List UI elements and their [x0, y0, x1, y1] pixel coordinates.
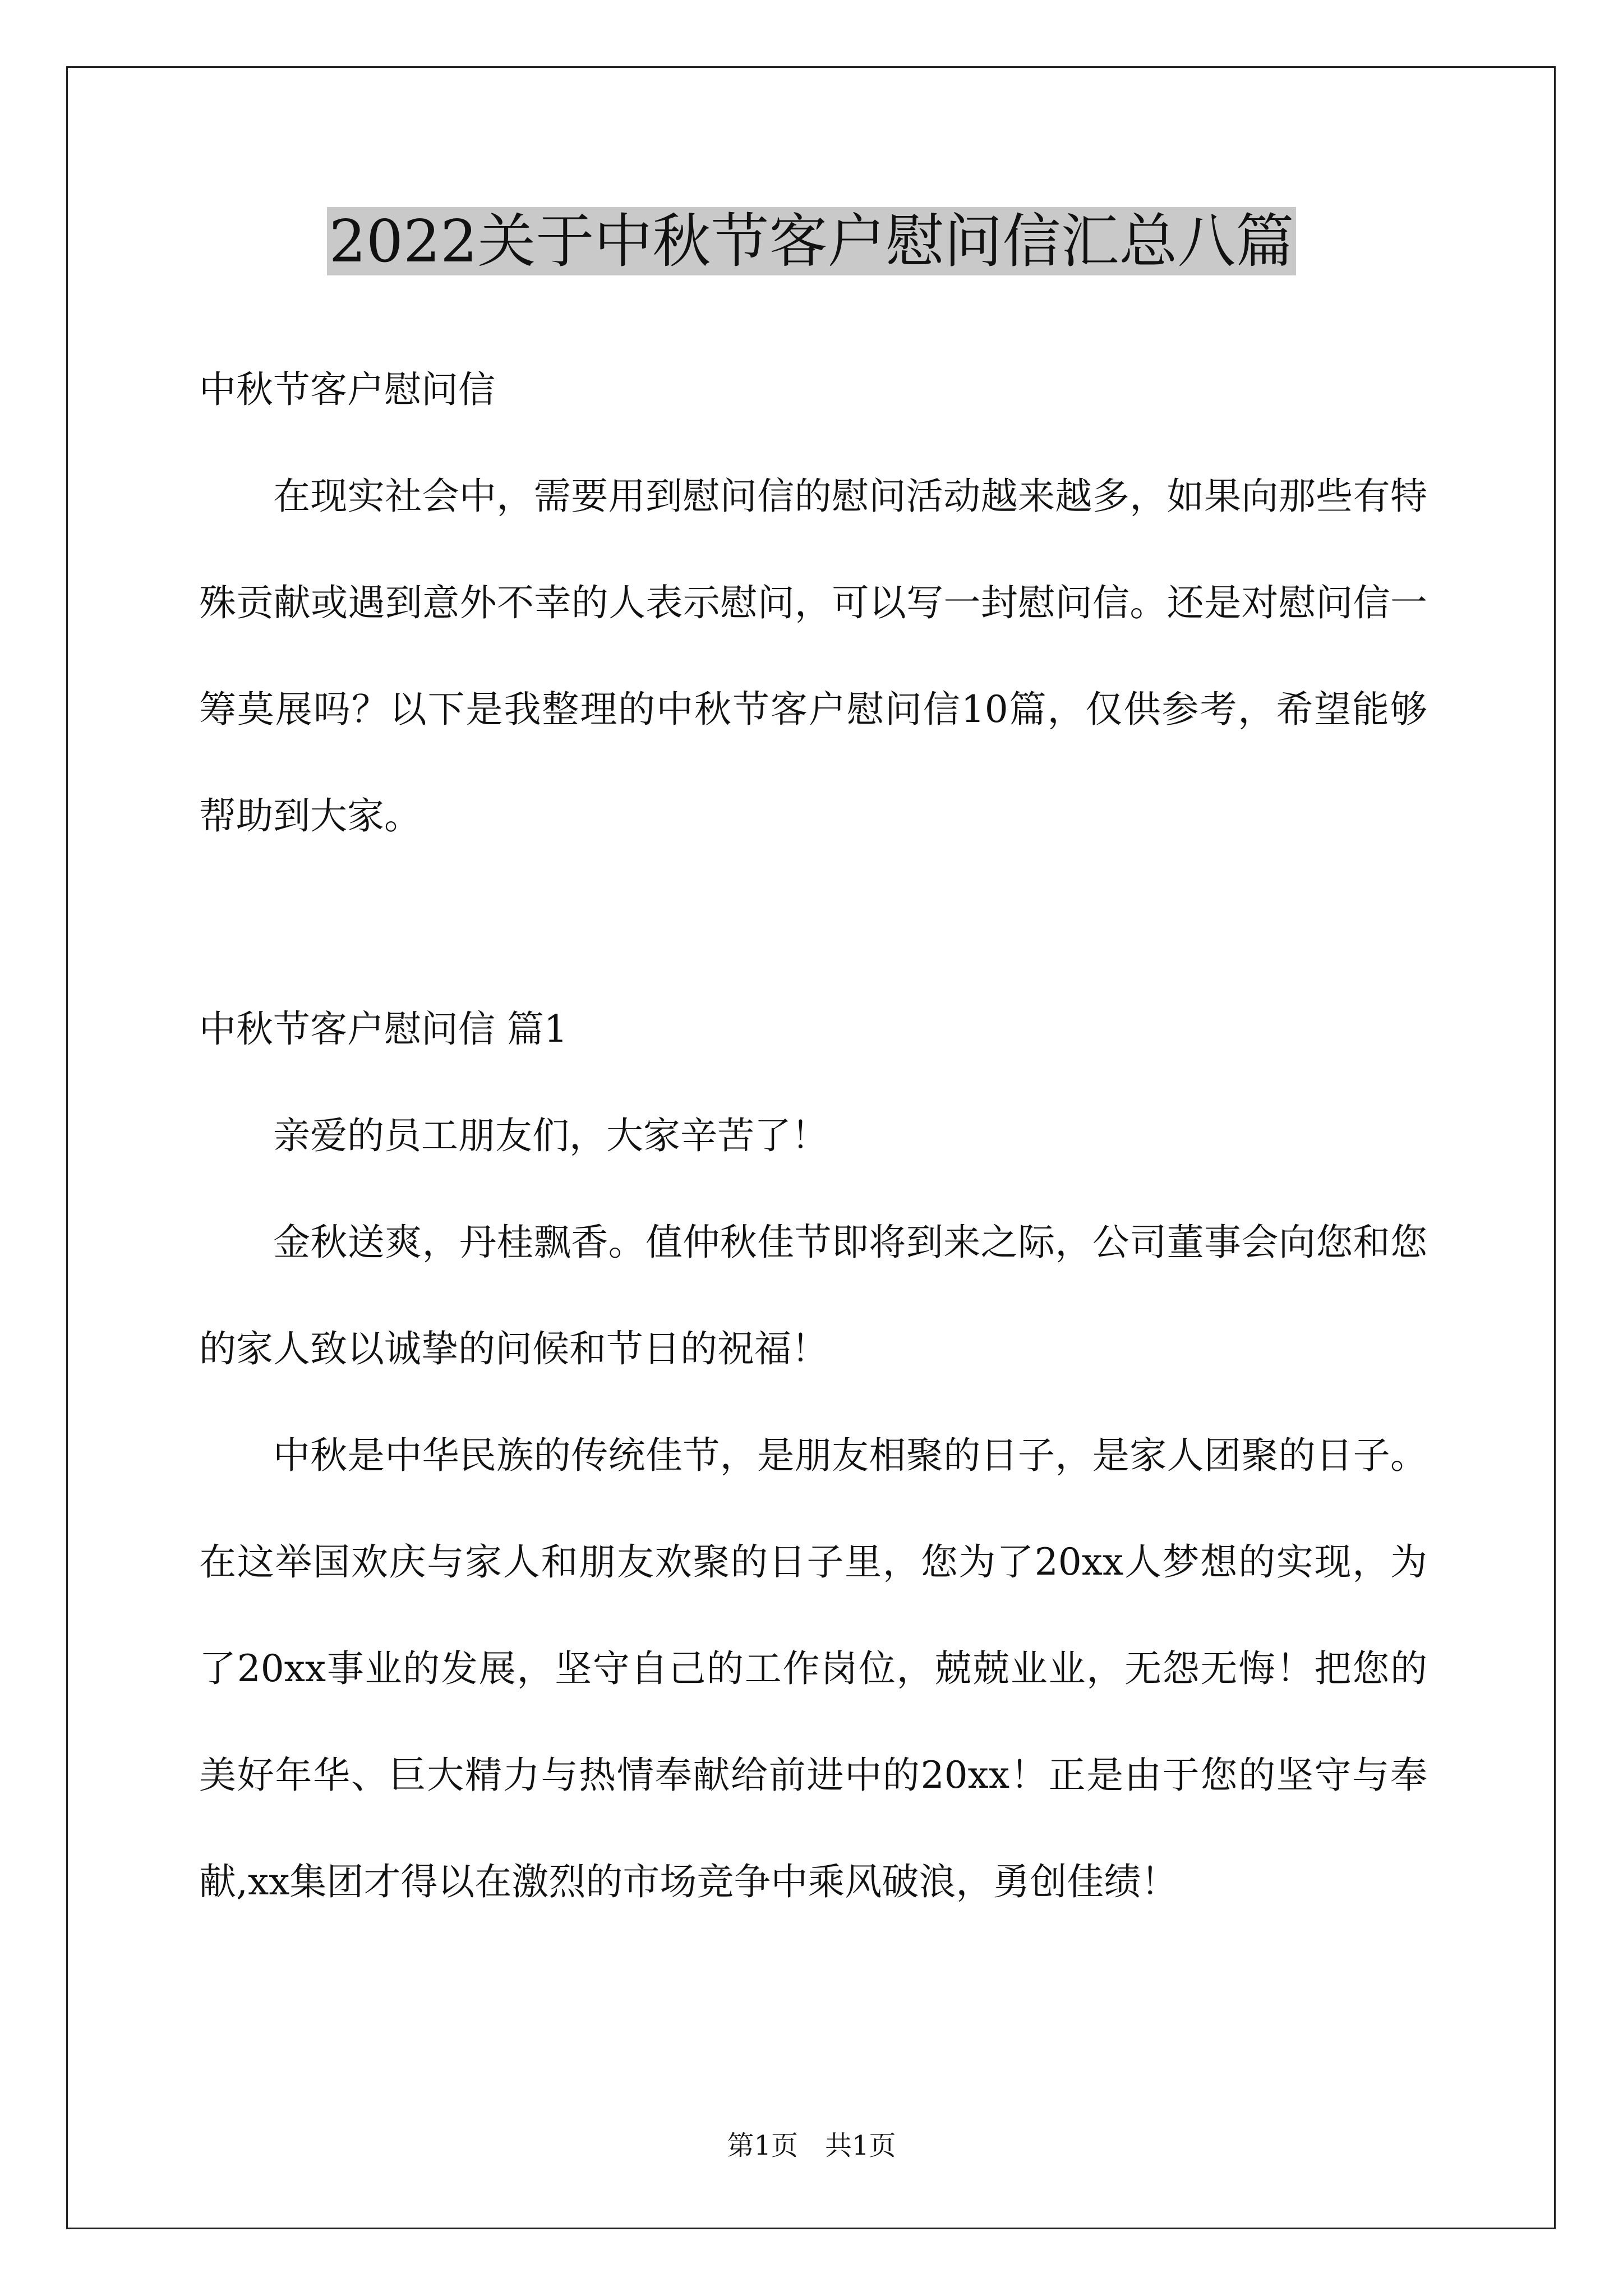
page-footer [0, 2129, 1623, 2162]
document-title-text: 2022关于中秋节客户慰问信汇总八篇 [327, 207, 1297, 275]
page-number-current: 第1页 [727, 2130, 798, 2161]
section-heading: 中秋节客户慰问信 [199, 368, 495, 411]
body-paragraph-1: 金秋送爽，丹桂飘香。值仲秋佳节即将到来之际，公司董事会向您和您的家人致以诚挚的问候和节日的祝福！ [199, 1221, 1427, 1370]
intro-paragraph: 在现实社会中，需要用到慰问信的慰问活动越来越多，如果向那些有特殊贡献或遇到意外不幸的人表示慰问，可以写一封慰问信。还是对慰问信一筹莫展吗？以下是我整理的中秋节客户慰问信10篇，仅供参考，希望能够帮助到大家。 [199, 475, 1427, 838]
greeting-paragraph: 亲爱的员工朋友们，大家辛苦了！ [273, 1114, 828, 1157]
article-heading: 中秋节客户慰问信 篇1 [199, 1007, 568, 1051]
document-title [0, 202, 1623, 280]
document-body [199, 337, 1427, 1935]
page-number-total: 共1页 [825, 2130, 896, 2161]
body-paragraph-2: 中秋是中华民族的传统佳节，是朋友相聚的日子，是家人团聚的日子。在这举国欢庆与家人和朋友欢聚的日子里，您为了20xx人梦想的实现，为了20xx事业的发展，坚守自己的工作岗位，兢兢业业，无怨无悔！把您的美好年华、巨大精力与热情奉献给前进中的20xx！正是由于您的坚守与奉献,xx集团才得以在激烈的市场竞争中乘风破浪，勇创佳绩！ [199, 1434, 1427, 1903]
